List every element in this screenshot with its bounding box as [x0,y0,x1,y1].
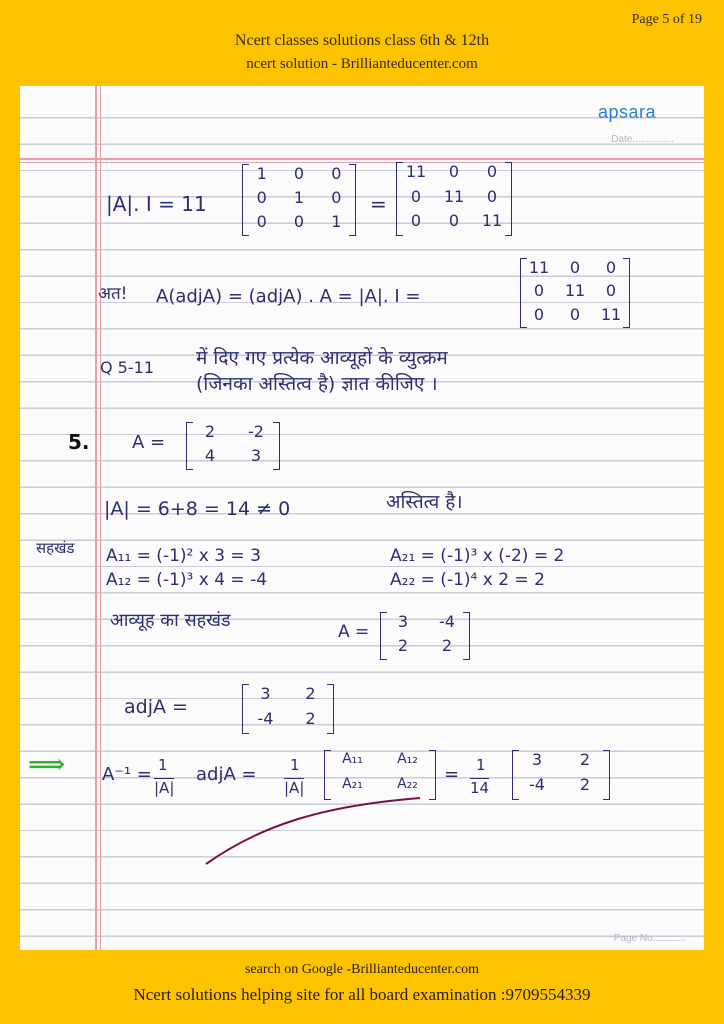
matrix-a-label: A = [132,432,166,453]
matrix-cell: -4 [257,709,274,728]
footer-tagline: Ncert solutions helping site for all board examination :9709554339 [133,985,591,1004]
header-title: Ncert classes solutions class 6th & 12th [234,32,490,49]
cofactor-a11: A₁₁ = (-1)² x 3 = 3 [106,546,261,566]
footer-search-text: search on Google -Brillianteducenter.com [244,962,480,977]
inverse-adj-text: adjA = [196,764,257,785]
matrix-cell: 0 [569,258,581,277]
matrix-cell: 0 [293,164,305,183]
matrix-cell: 0 [256,212,267,231]
matrix-cell: 11 [481,211,503,231]
matrix-cell: 11 [564,281,586,301]
matrix-cell: 1 [293,188,305,207]
fraction-numerator: 1 [476,756,486,774]
matrix-cell: 0 [605,258,617,277]
matrix-cell: 11 [443,186,465,206]
matrix-cell: 0 [605,281,617,301]
pen-stroke [20,86,704,950]
matrix-cell: 3 [397,612,409,631]
date-label: Date............... [611,134,674,145]
matrix-cell: 2 [305,709,316,728]
fraction-denominator: 14 [470,779,490,797]
page-number-label: Page No............ [613,933,686,944]
matrix-cell: 2 [579,775,591,794]
matrix-cell: 2 [441,636,453,655]
question-line-2: (जिनका अस्तित्व है) ज्ञात कीजिए । [196,373,438,395]
cofactor-a22: A₂₂ = (-1)⁴ x 2 = 2 [390,570,545,590]
matrix-cell: 11 [528,258,550,277]
matrix-cell: A₁₁ [342,751,363,767]
matrix-cell: -4 [529,775,545,794]
question-number: 5. [68,430,90,454]
matrix-cell: 0 [486,162,498,181]
matrix-cell: 2 [397,636,409,655]
header-subtitle: ncert solution - Brillianteducenter.com [246,56,478,72]
therefore-label: अत! [98,284,128,304]
matrix-cell: 2 [305,684,316,703]
matrix-cell: 0 [533,304,545,324]
cofactor-matrix-a-label: A = [338,622,370,642]
question-label: Q 5-11 [100,358,154,377]
matrix-cell: 0 [569,304,581,324]
matrix-cell: A₂₂ [397,776,418,792]
fraction-denominator: |A| [154,779,175,797]
matrix-cell: 4 [204,446,216,465]
matrix-cell: 0 [410,211,422,231]
matrix-cell: 1 [331,212,342,231]
fraction-numerator: 1 [158,756,168,774]
matrix-cell: 0 [331,164,342,183]
matrix-cell: 0 [331,188,342,207]
matrix-cell: 0 [410,186,422,206]
identity-lhs: |A|. I = 11 [106,192,207,216]
matrix-cell: 0 [486,186,498,206]
matrix-cell: A₂₁ [342,776,363,792]
cofactor-matrix-label: आव्यूह का सहखंड [110,610,231,631]
inverse-lhs: A⁻¹ = [102,764,152,785]
matrix-cell: 3 [250,446,262,465]
answer-arrow-icon: ⟹ [28,750,66,780]
equals-sign: = [444,764,460,785]
matrix-cell: 3 [260,684,271,703]
matrix-cell: 0 [448,211,460,231]
matrix-cell: -2 [248,422,264,441]
matrix-cell: 2 [579,750,591,769]
matrix-cell: 11 [405,162,427,181]
notebook-page [20,86,704,950]
equals-sign: = [370,192,387,216]
matrix-cell: 2 [204,422,216,441]
notebook-brand: apsara [597,102,656,122]
determinant: |A| = 6+8 = 14 ≠ 0 [104,498,291,520]
fraction-numerator: 1 [290,756,300,774]
matrix-cell: 0 [533,281,545,301]
matrix-cell: -4 [439,612,455,631]
matrix-cell: 0 [256,188,267,207]
matrix-cell: 3 [531,750,543,769]
matrix-cell: 11 [600,304,622,324]
matrix-cell: 0 [448,162,460,181]
cofactor-a21: A₂₁ = (-1)³ x (-2) = 2 [390,546,565,566]
adj-identity: A(adjA) = (adjA) . A = |A|. I = [156,286,421,307]
cofactor-label: सहखंड [36,539,75,557]
pen-stroke-path [206,798,420,864]
adjoint-label: adjA = [124,696,188,718]
question-line-1: में दिए गए प्रत्येक आव्यूहों के व्युत्क्रम [196,347,448,369]
exists-text: अस्तित्व है। [386,491,463,513]
page-indicator: Page 5 of 19 [631,12,702,27]
fraction-denominator: |A| [284,779,305,797]
matrix-cell: 0 [293,212,305,231]
matrix-cell: A₁₂ [397,751,418,767]
cofactor-a12: A₁₂ = (-1)³ x 4 = -4 [106,570,268,590]
matrix-cell: 1 [256,164,267,183]
